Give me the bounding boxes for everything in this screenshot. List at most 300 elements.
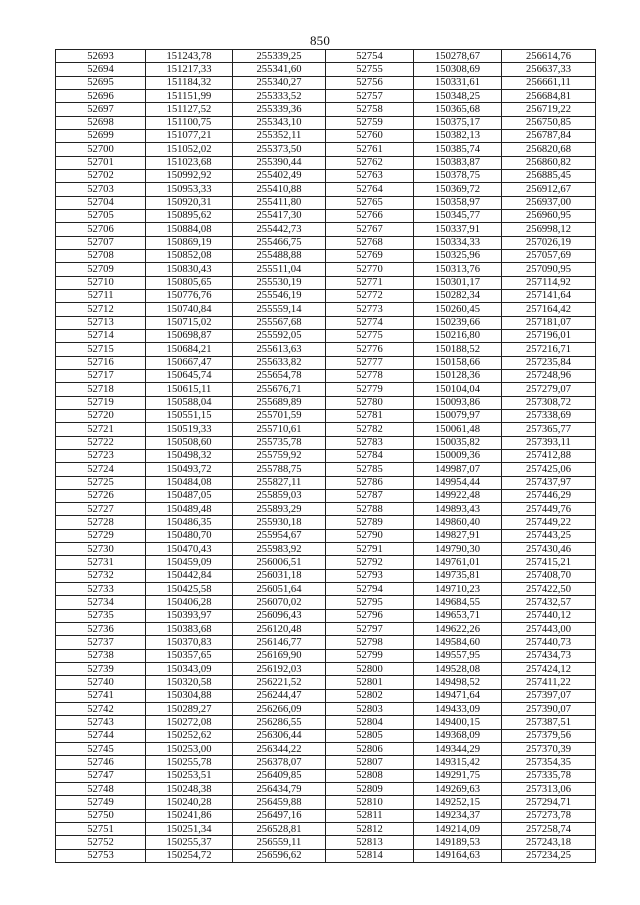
y-coordinate-left: 255676,71 <box>233 383 326 396</box>
point-number-right: 52798 <box>326 636 414 649</box>
y-coordinate-left: 255788,75 <box>233 463 326 476</box>
table-row <box>56 143 596 156</box>
y-coordinate-right: 257248,96 <box>502 369 596 382</box>
x-coordinate-right: 149954,44 <box>414 476 502 489</box>
table-row <box>56 503 596 516</box>
y-coordinate-right: 257440,73 <box>502 636 596 649</box>
point-number-right: 52803 <box>326 703 414 716</box>
table-row <box>56 89 596 102</box>
y-coordinate-right: 257379,56 <box>502 729 596 742</box>
x-coordinate-left: 150508,60 <box>146 436 233 449</box>
y-coordinate-right: 257308,72 <box>502 396 596 409</box>
point-number-left: 52718 <box>56 383 146 396</box>
x-coordinate-left: 150383,68 <box>146 623 233 636</box>
table-row <box>56 449 596 462</box>
y-coordinate-left: 255339,25 <box>233 50 326 63</box>
x-coordinate-right: 149790,30 <box>414 543 502 556</box>
x-coordinate-right: 150301,17 <box>414 276 502 289</box>
point-number-right: 52775 <box>326 329 414 342</box>
y-coordinate-left: 256528,81 <box>233 823 326 836</box>
y-coordinate-right: 257443,00 <box>502 623 596 636</box>
x-coordinate-left: 150645,74 <box>146 369 233 382</box>
x-coordinate-right: 150079,97 <box>414 409 502 422</box>
y-coordinate-right: 256614,76 <box>502 50 596 63</box>
table-row <box>56 289 596 302</box>
y-coordinate-left: 256244,47 <box>233 689 326 702</box>
x-coordinate-left: 150241,86 <box>146 809 233 822</box>
y-coordinate-left: 255339,36 <box>233 103 326 116</box>
table-row <box>56 716 596 729</box>
x-coordinate-left: 150255,37 <box>146 836 233 849</box>
point-number-right: 52801 <box>326 676 414 689</box>
point-number-right: 52794 <box>326 583 414 596</box>
table-row <box>56 476 596 489</box>
x-coordinate-left: 150489,48 <box>146 503 233 516</box>
point-number-right: 52809 <box>326 783 414 796</box>
point-number-right: 52814 <box>326 849 414 862</box>
x-coordinate-left: 151023,68 <box>146 156 233 169</box>
point-number-left: 52700 <box>56 143 146 156</box>
y-coordinate-right: 257273,78 <box>502 809 596 822</box>
y-coordinate-right: 256684,81 <box>502 89 596 102</box>
table-row <box>56 236 596 249</box>
y-coordinate-left: 255735,78 <box>233 436 326 449</box>
x-coordinate-right: 150093,86 <box>414 396 502 409</box>
point-number-right: 52754 <box>326 50 414 63</box>
table-row <box>56 303 596 316</box>
x-coordinate-left: 151243,78 <box>146 50 233 63</box>
y-coordinate-right: 256719,22 <box>502 103 596 116</box>
x-coordinate-right: 150358,97 <box>414 196 502 209</box>
x-coordinate-right: 150378,75 <box>414 169 502 182</box>
y-coordinate-right: 257437,97 <box>502 476 596 489</box>
table-row <box>56 383 596 396</box>
x-coordinate-right: 149315,42 <box>414 756 502 769</box>
y-coordinate-right: 257090,95 <box>502 263 596 276</box>
y-coordinate-right: 257294,71 <box>502 796 596 809</box>
point-number-right: 52765 <box>326 196 414 209</box>
x-coordinate-right: 150337,91 <box>414 223 502 236</box>
x-coordinate-left: 150684,21 <box>146 343 233 356</box>
point-number-right: 52759 <box>326 116 414 129</box>
x-coordinate-left: 150992,92 <box>146 169 233 182</box>
y-coordinate-left: 256006,51 <box>233 556 326 569</box>
point-number-right: 52782 <box>326 423 414 436</box>
y-coordinate-left: 255352,11 <box>233 129 326 142</box>
point-number-right: 52787 <box>326 489 414 502</box>
y-coordinate-left: 255343,10 <box>233 116 326 129</box>
table-row <box>56 769 596 782</box>
point-number-right: 52806 <box>326 743 414 756</box>
x-coordinate-right: 149622,26 <box>414 623 502 636</box>
y-coordinate-left: 255488,88 <box>233 249 326 262</box>
table-row <box>56 369 596 382</box>
y-coordinate-right: 257412,88 <box>502 449 596 462</box>
point-number-right: 52780 <box>326 396 414 409</box>
x-coordinate-right: 149653,71 <box>414 609 502 622</box>
x-coordinate-left: 150393,97 <box>146 609 233 622</box>
point-number-left: 52699 <box>56 129 146 142</box>
point-number-right: 52772 <box>326 289 414 302</box>
point-number-left: 52740 <box>56 676 146 689</box>
point-number-right: 52790 <box>326 529 414 542</box>
point-number-left: 52713 <box>56 316 146 329</box>
y-coordinate-left: 255710,61 <box>233 423 326 436</box>
x-coordinate-left: 150289,27 <box>146 703 233 716</box>
x-coordinate-left: 150272,08 <box>146 716 233 729</box>
point-number-left: 52736 <box>56 623 146 636</box>
x-coordinate-right: 150158,66 <box>414 356 502 369</box>
point-number-left: 52739 <box>56 663 146 676</box>
y-coordinate-right: 256885,45 <box>502 169 596 182</box>
x-coordinate-left: 150895,62 <box>146 209 233 222</box>
y-coordinate-left: 255689,89 <box>233 396 326 409</box>
point-number-right: 52783 <box>326 436 414 449</box>
table-row <box>56 729 596 742</box>
point-number-left: 52714 <box>56 329 146 342</box>
table-row <box>56 156 596 169</box>
x-coordinate-left: 150320,58 <box>146 676 233 689</box>
y-coordinate-left: 256596,62 <box>233 849 326 862</box>
y-coordinate-left: 255633,82 <box>233 356 326 369</box>
table-row <box>56 529 596 542</box>
x-coordinate-left: 150480,70 <box>146 529 233 542</box>
x-coordinate-left: 151100,75 <box>146 116 233 129</box>
y-coordinate-left: 255930,18 <box>233 516 326 529</box>
point-number-right: 52758 <box>326 103 414 116</box>
coordinates-table-body <box>56 50 596 863</box>
x-coordinate-right: 149164,63 <box>414 849 502 862</box>
table-row <box>56 63 596 76</box>
y-coordinate-left: 256096,43 <box>233 609 326 622</box>
y-coordinate-left: 255546,19 <box>233 289 326 302</box>
y-coordinate-right: 257235,84 <box>502 356 596 369</box>
point-number-right: 52812 <box>326 823 414 836</box>
x-coordinate-right: 149860,40 <box>414 516 502 529</box>
y-coordinate-right: 257390,07 <box>502 703 596 716</box>
x-coordinate-left: 150484,08 <box>146 476 233 489</box>
x-coordinate-left: 151151,99 <box>146 89 233 102</box>
y-coordinate-right: 257415,21 <box>502 556 596 569</box>
y-coordinate-right: 257422,50 <box>502 583 596 596</box>
point-number-left: 52733 <box>56 583 146 596</box>
x-coordinate-left: 150740,84 <box>146 303 233 316</box>
x-coordinate-right: 149528,08 <box>414 663 502 676</box>
point-number-right: 52766 <box>326 209 414 222</box>
y-coordinate-left: 255893,29 <box>233 503 326 516</box>
point-number-right: 52795 <box>326 596 414 609</box>
x-coordinate-right: 150334,33 <box>414 236 502 249</box>
x-coordinate-left: 150254,72 <box>146 849 233 862</box>
x-coordinate-left: 150830,43 <box>146 263 233 276</box>
point-number-left: 52719 <box>56 396 146 409</box>
point-number-right: 52791 <box>326 543 414 556</box>
y-coordinate-left: 256409,85 <box>233 769 326 782</box>
x-coordinate-right: 149893,43 <box>414 503 502 516</box>
table-row <box>56 409 596 422</box>
y-coordinate-left: 256120,48 <box>233 623 326 636</box>
table-row <box>56 703 596 716</box>
point-number-left: 52741 <box>56 689 146 702</box>
y-coordinate-right: 256787,84 <box>502 129 596 142</box>
table-row <box>56 316 596 329</box>
point-number-left: 52734 <box>56 596 146 609</box>
x-coordinate-right: 150325,96 <box>414 249 502 262</box>
point-number-left: 52704 <box>56 196 146 209</box>
x-coordinate-left: 150551,15 <box>146 409 233 422</box>
y-coordinate-left: 255410,88 <box>233 183 326 196</box>
x-coordinate-right: 149344,29 <box>414 743 502 756</box>
y-coordinate-left: 255983,92 <box>233 543 326 556</box>
y-coordinate-right: 256912,67 <box>502 183 596 196</box>
point-number-left: 52738 <box>56 649 146 662</box>
table-row <box>56 543 596 556</box>
point-number-left: 52728 <box>56 516 146 529</box>
x-coordinate-left: 150370,83 <box>146 636 233 649</box>
table-row <box>56 223 596 236</box>
x-coordinate-left: 150470,43 <box>146 543 233 556</box>
x-coordinate-right: 150260,45 <box>414 303 502 316</box>
x-coordinate-right: 150385,74 <box>414 143 502 156</box>
y-coordinate-left: 255654,78 <box>233 369 326 382</box>
y-coordinate-right: 257425,06 <box>502 463 596 476</box>
x-coordinate-right: 150308,69 <box>414 63 502 76</box>
x-coordinate-right: 150239,66 <box>414 316 502 329</box>
table-row <box>56 423 596 436</box>
x-coordinate-left: 150487,05 <box>146 489 233 502</box>
y-coordinate-right: 257057,69 <box>502 249 596 262</box>
y-coordinate-right: 257181,07 <box>502 316 596 329</box>
table-row <box>56 76 596 89</box>
x-coordinate-right: 150009,36 <box>414 449 502 462</box>
y-coordinate-left: 255592,05 <box>233 329 326 342</box>
point-number-left: 52693 <box>56 50 146 63</box>
y-coordinate-left: 255402,49 <box>233 169 326 182</box>
x-coordinate-left: 150498,32 <box>146 449 233 462</box>
point-number-right: 52800 <box>326 663 414 676</box>
y-coordinate-left: 256434,79 <box>233 783 326 796</box>
point-number-right: 52768 <box>326 236 414 249</box>
y-coordinate-left: 256169,90 <box>233 649 326 662</box>
y-coordinate-right: 256661,11 <box>502 76 596 89</box>
y-coordinate-right: 256937,00 <box>502 196 596 209</box>
table-row <box>56 489 596 502</box>
y-coordinate-right: 257370,39 <box>502 743 596 756</box>
point-number-left: 52706 <box>56 223 146 236</box>
point-number-right: 52777 <box>326 356 414 369</box>
y-coordinate-right: 257258,74 <box>502 823 596 836</box>
x-coordinate-right: 150216,80 <box>414 329 502 342</box>
x-coordinate-right: 150375,17 <box>414 116 502 129</box>
point-number-right: 52802 <box>326 689 414 702</box>
x-coordinate-left: 150253,00 <box>146 743 233 756</box>
point-number-right: 52770 <box>326 263 414 276</box>
point-number-left: 52751 <box>56 823 146 836</box>
y-coordinate-left: 256459,88 <box>233 796 326 809</box>
point-number-right: 52788 <box>326 503 414 516</box>
point-number-left: 52745 <box>56 743 146 756</box>
x-coordinate-left: 150852,08 <box>146 249 233 262</box>
x-coordinate-right: 150104,04 <box>414 383 502 396</box>
point-number-left: 52696 <box>56 89 146 102</box>
y-coordinate-right: 257196,01 <box>502 329 596 342</box>
y-coordinate-right: 257449,22 <box>502 516 596 529</box>
x-coordinate-left: 150459,09 <box>146 556 233 569</box>
table-row <box>56 663 596 676</box>
table-row <box>56 50 596 63</box>
y-coordinate-right: 256998,12 <box>502 223 596 236</box>
y-coordinate-left: 256221,52 <box>233 676 326 689</box>
x-coordinate-right: 149189,53 <box>414 836 502 849</box>
x-coordinate-right: 149761,01 <box>414 556 502 569</box>
table-row <box>56 103 596 116</box>
x-coordinate-right: 150369,72 <box>414 183 502 196</box>
x-coordinate-left: 151127,52 <box>146 103 233 116</box>
y-coordinate-left: 256070,02 <box>233 596 326 609</box>
point-number-right: 52756 <box>326 76 414 89</box>
point-number-left: 52723 <box>56 449 146 462</box>
y-coordinate-right: 257408,70 <box>502 569 596 582</box>
y-coordinate-left: 255567,68 <box>233 316 326 329</box>
y-coordinate-left: 256031,18 <box>233 569 326 582</box>
point-number-left: 52722 <box>56 436 146 449</box>
table-row <box>56 823 596 836</box>
point-number-left: 52697 <box>56 103 146 116</box>
point-number-left: 52715 <box>56 343 146 356</box>
y-coordinate-left: 255701,59 <box>233 409 326 422</box>
x-coordinate-right: 149471,64 <box>414 689 502 702</box>
x-coordinate-left: 150248,38 <box>146 783 233 796</box>
x-coordinate-right: 149234,37 <box>414 809 502 822</box>
point-number-left: 52698 <box>56 116 146 129</box>
x-coordinate-right: 149584,60 <box>414 636 502 649</box>
x-coordinate-right: 149557,95 <box>414 649 502 662</box>
x-coordinate-left: 150698,87 <box>146 329 233 342</box>
x-coordinate-right: 150383,87 <box>414 156 502 169</box>
x-coordinate-left: 150304,88 <box>146 689 233 702</box>
point-number-right: 52799 <box>326 649 414 662</box>
y-coordinate-right: 257449,76 <box>502 503 596 516</box>
table-row <box>56 169 596 182</box>
point-number-left: 52727 <box>56 503 146 516</box>
x-coordinate-left: 150869,19 <box>146 236 233 249</box>
table-row <box>56 463 596 476</box>
table-row <box>56 263 596 276</box>
point-number-left: 52695 <box>56 76 146 89</box>
x-coordinate-right: 150331,61 <box>414 76 502 89</box>
y-coordinate-left: 255373,50 <box>233 143 326 156</box>
x-coordinate-right: 149252,15 <box>414 796 502 809</box>
y-coordinate-left: 256344,22 <box>233 743 326 756</box>
table-row <box>56 783 596 796</box>
x-coordinate-right: 150345,77 <box>414 209 502 222</box>
x-coordinate-left: 150884,08 <box>146 223 233 236</box>
x-coordinate-right: 149987,07 <box>414 463 502 476</box>
point-number-right: 52785 <box>326 463 414 476</box>
point-number-left: 52743 <box>56 716 146 729</box>
point-number-left: 52735 <box>56 609 146 622</box>
point-number-right: 52773 <box>326 303 414 316</box>
table-row <box>56 209 596 222</box>
y-coordinate-left: 255954,67 <box>233 529 326 542</box>
x-coordinate-right: 150348,25 <box>414 89 502 102</box>
table-row <box>56 649 596 662</box>
y-coordinate-right: 257446,29 <box>502 489 596 502</box>
x-coordinate-right: 149291,75 <box>414 769 502 782</box>
y-coordinate-left: 255759,92 <box>233 449 326 462</box>
x-coordinate-right: 149433,09 <box>414 703 502 716</box>
x-coordinate-right: 149735,81 <box>414 569 502 582</box>
y-coordinate-right: 256637,33 <box>502 63 596 76</box>
x-coordinate-right: 150035,82 <box>414 436 502 449</box>
y-coordinate-left: 256192,03 <box>233 663 326 676</box>
table-row <box>56 396 596 409</box>
y-coordinate-right: 257397,07 <box>502 689 596 702</box>
point-number-right: 52776 <box>326 343 414 356</box>
x-coordinate-right: 150382,13 <box>414 129 502 142</box>
point-number-right: 52779 <box>326 383 414 396</box>
page-number: 850 <box>309 33 331 48</box>
point-number-right: 52786 <box>326 476 414 489</box>
point-number-left: 52709 <box>56 263 146 276</box>
point-number-right: 52810 <box>326 796 414 809</box>
y-coordinate-right: 257393,11 <box>502 436 596 449</box>
point-number-right: 52771 <box>326 276 414 289</box>
y-coordinate-left: 256378,07 <box>233 756 326 769</box>
y-coordinate-right: 257365,77 <box>502 423 596 436</box>
x-coordinate-right: 149269,63 <box>414 783 502 796</box>
point-number-left: 52737 <box>56 636 146 649</box>
y-coordinate-left: 255613,63 <box>233 343 326 356</box>
y-coordinate-left: 256266,09 <box>233 703 326 716</box>
y-coordinate-left: 255466,75 <box>233 236 326 249</box>
y-coordinate-left: 256051,64 <box>233 583 326 596</box>
x-coordinate-left: 150588,04 <box>146 396 233 409</box>
point-number-right: 52761 <box>326 143 414 156</box>
table-row <box>56 636 596 649</box>
y-coordinate-right: 257434,73 <box>502 649 596 662</box>
y-coordinate-right: 256860,82 <box>502 156 596 169</box>
table-row <box>56 356 596 369</box>
x-coordinate-right: 149368,09 <box>414 729 502 742</box>
y-coordinate-right: 257141,64 <box>502 289 596 302</box>
point-number-left: 52725 <box>56 476 146 489</box>
table-row <box>56 249 596 262</box>
x-coordinate-right: 150282,34 <box>414 289 502 302</box>
point-number-left: 52732 <box>56 569 146 582</box>
coordinates-table <box>55 49 596 863</box>
x-coordinate-right: 149684,55 <box>414 596 502 609</box>
point-number-right: 52778 <box>326 369 414 382</box>
y-coordinate-left: 256286,55 <box>233 716 326 729</box>
point-number-left: 52724 <box>56 463 146 476</box>
table-row <box>56 196 596 209</box>
point-number-left: 52710 <box>56 276 146 289</box>
y-coordinate-left: 255341,60 <box>233 63 326 76</box>
y-coordinate-left: 255559,14 <box>233 303 326 316</box>
table-row <box>56 609 596 622</box>
point-number-right: 52808 <box>326 769 414 782</box>
table-row <box>56 836 596 849</box>
x-coordinate-right: 149214,09 <box>414 823 502 836</box>
point-number-right: 52797 <box>326 623 414 636</box>
y-coordinate-left: 255333,52 <box>233 89 326 102</box>
table-row <box>56 689 596 702</box>
point-number-left: 52694 <box>56 63 146 76</box>
point-number-left: 52705 <box>56 209 146 222</box>
table-row <box>56 623 596 636</box>
point-number-right: 52764 <box>326 183 414 196</box>
